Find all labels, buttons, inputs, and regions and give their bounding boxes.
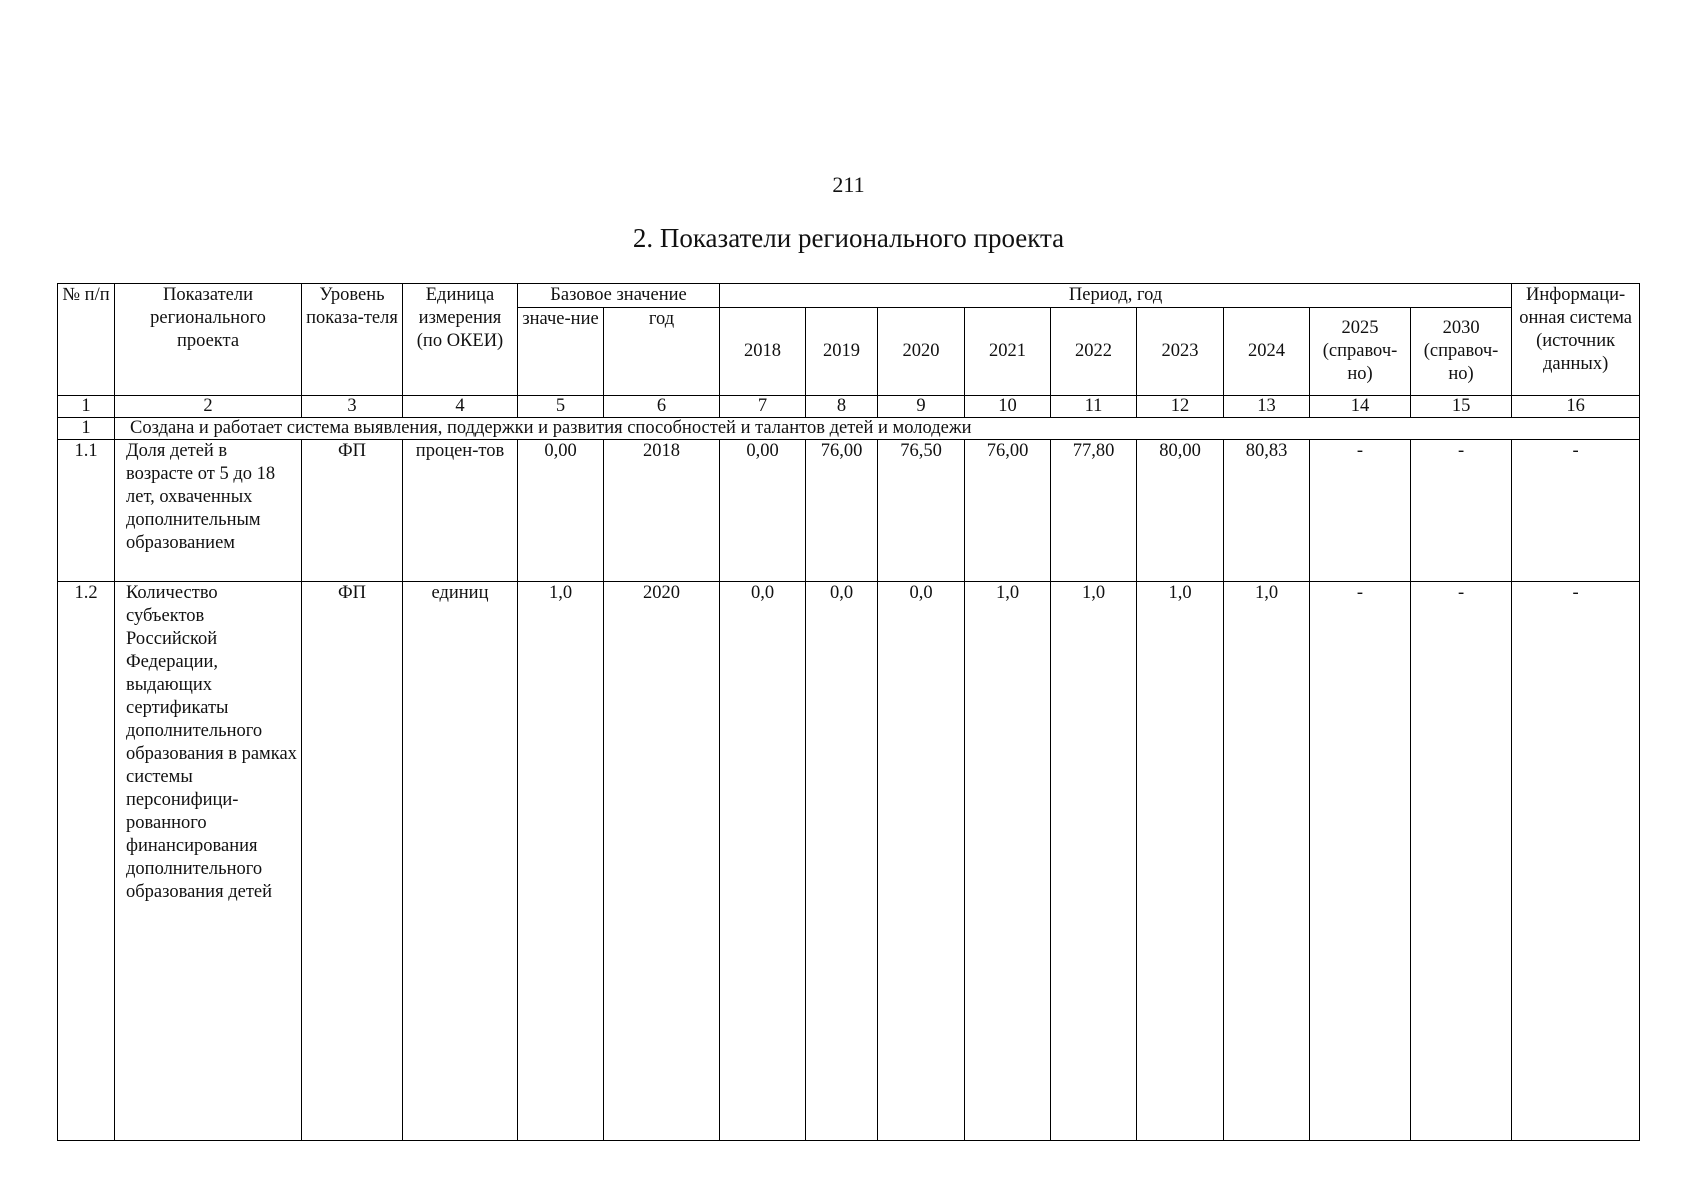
section-number: 1 [58, 418, 115, 440]
page-number: 211 [832, 172, 865, 197]
header-year: 2030 (справоч-но) [1411, 308, 1512, 396]
indicator-unit: процен-тов [403, 440, 518, 582]
column-number: 7 [720, 396, 806, 418]
table-row [58, 440, 1640, 582]
header-year: 2019 [806, 308, 878, 396]
period-value: 1,0 [1051, 582, 1137, 1141]
header-period: Период, год [720, 284, 1512, 308]
period-value: 1,0 [965, 582, 1051, 1141]
header-year: 2021 [965, 308, 1051, 396]
column-number: 14 [1310, 396, 1411, 418]
header-year: 2023 [1137, 308, 1224, 396]
page-title: 2. Показатели регионального проекта [632, 223, 1065, 253]
period-value: 0,0 [878, 582, 965, 1141]
indicator-level: ФП [302, 582, 403, 1141]
column-number: 2 [115, 396, 302, 418]
base-value: 1,0 [518, 582, 604, 1141]
column-number: 4 [403, 396, 518, 418]
period-value: 80,83 [1224, 440, 1310, 582]
header-num: № п/п [58, 284, 115, 396]
indicator-unit: единиц [403, 582, 518, 1141]
period-value: 0,0 [720, 582, 806, 1141]
section-title: Создана и работает система выявления, поддержки и развития способностей и талантов детей и молодежи [115, 418, 1640, 440]
period-value: 0,0 [806, 582, 878, 1141]
column-number: 16 [1512, 396, 1640, 418]
header-row [58, 284, 1640, 308]
column-number: 11 [1051, 396, 1137, 418]
column-number: 13 [1224, 396, 1310, 418]
header-base: Базовое значение [518, 284, 720, 308]
row-number: 1.2 [58, 582, 115, 1141]
header-base-year: год [604, 308, 720, 396]
column-number: 12 [1137, 396, 1224, 418]
column-number: 10 [965, 396, 1051, 418]
header-level: Уровень показа-теля [302, 284, 403, 396]
indicator-name: Доля детей в возрасте от 5 до 18 лет, охваченных дополнительным образованием [115, 440, 302, 582]
column-number: 3 [302, 396, 403, 418]
header-year: 2024 [1224, 308, 1310, 396]
section-row [58, 418, 1640, 440]
column-number: 15 [1411, 396, 1512, 418]
period-value: - [1411, 582, 1512, 1141]
indicator-name: Количество субъектов Российской Федерации, выдающих сертификаты дополнительного образования в рамках системы персонифици-рованного финансирования дополнительного образования детей [115, 582, 302, 1141]
period-value: 76,00 [806, 440, 878, 582]
column-number: 1 [58, 396, 115, 418]
period-value: - [1411, 440, 1512, 582]
column-number: 5 [518, 396, 604, 418]
period-value: 1,0 [1137, 582, 1224, 1141]
period-value: 1,0 [1224, 582, 1310, 1141]
period-value: - [1310, 440, 1411, 582]
header-indicator: Показатели регионального проекта [115, 284, 302, 396]
header-unit: Единица измерения (по ОКЕИ) [403, 284, 518, 396]
base-year: 2018 [604, 440, 720, 582]
info-system: - [1512, 440, 1640, 582]
indicator-level: ФП [302, 440, 403, 582]
column-number: 9 [878, 396, 965, 418]
indicators-table [57, 283, 1640, 1141]
period-value: 80,00 [1137, 440, 1224, 582]
row-number: 1.1 [58, 440, 115, 582]
period-value: 76,50 [878, 440, 965, 582]
column-number-row [58, 396, 1640, 418]
period-value: - [1310, 582, 1411, 1141]
base-year: 2020 [604, 582, 720, 1141]
period-value: 76,00 [965, 440, 1051, 582]
column-number: 6 [604, 396, 720, 418]
header-info: Информаци-онная система (источник данных) [1512, 284, 1640, 396]
period-value: 77,80 [1051, 440, 1137, 582]
header-year: 2020 [878, 308, 965, 396]
period-value: 0,00 [720, 440, 806, 582]
header-base-value: значе-ние [518, 308, 604, 396]
column-number: 8 [806, 396, 878, 418]
info-system: - [1512, 582, 1640, 1141]
header-year: 2025 (справоч-но) [1310, 308, 1411, 396]
header-year: 2018 [720, 308, 806, 396]
base-value: 0,00 [518, 440, 604, 582]
header-year: 2022 [1051, 308, 1137, 396]
table-row [58, 582, 1640, 1141]
